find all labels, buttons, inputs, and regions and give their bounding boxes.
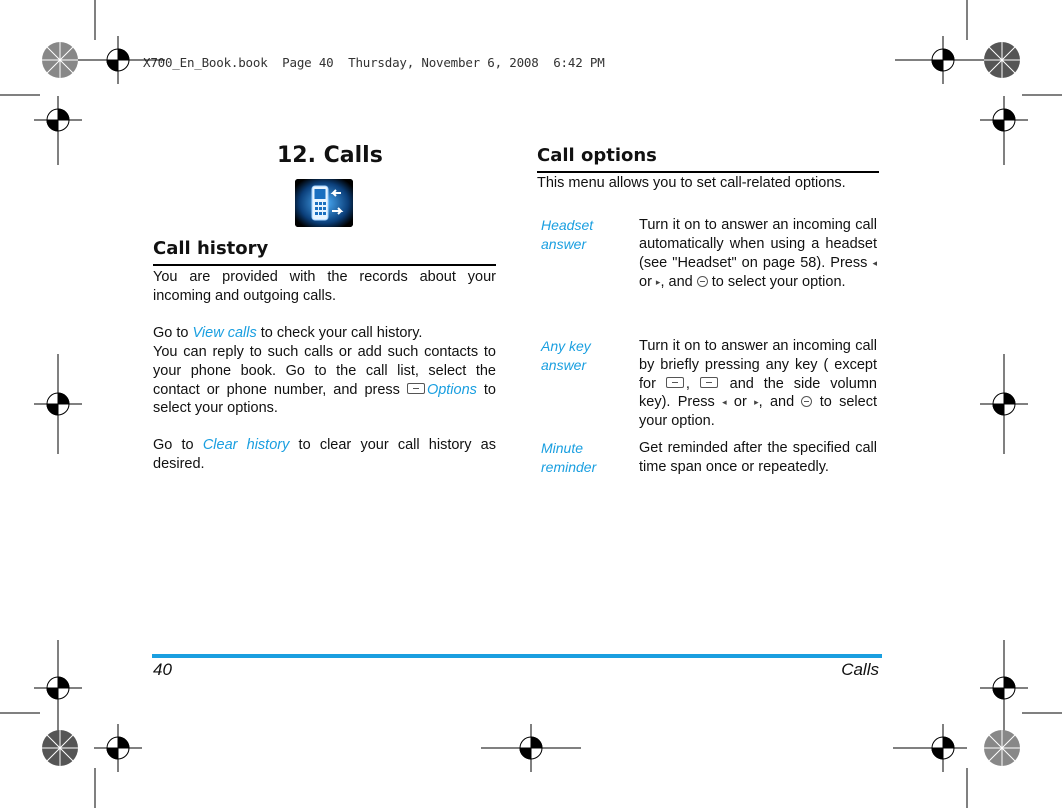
minute-reminder-term-line1: Minute	[541, 440, 584, 456]
view-calls-suffix: to check your call history.	[256, 325, 423, 341]
headset-answer-term-line1: Headset	[541, 217, 594, 233]
nav-right-icon: ▸	[655, 276, 661, 287]
clear-history-link[interactable]: Clear history	[202, 437, 290, 453]
headset-desc-and: , and	[660, 273, 697, 290]
minute-reminder-term-line2: reminder	[541, 458, 597, 475]
anykey-desc-end: to select your option.	[639, 394, 877, 430]
options-link[interactable]: Options	[426, 381, 477, 398]
call-options-heading: Call options	[537, 145, 657, 166]
call-history-intro: You are provided with the records about your incoming and outgoing calls.	[153, 269, 496, 304]
call-options-intro: This menu allows you to set call-related options.	[537, 175, 846, 191]
minute-reminder-description: Get reminded after the specified call time span once or repeatedly.	[639, 440, 877, 475]
nav-left-icon: ◂	[872, 257, 877, 268]
headset-answer-term-line2: answer	[541, 235, 587, 252]
clear-history-suffix: to clear your call history as desired.	[153, 437, 496, 472]
anykey-desc-text: Turn it on to answer an incoming call by briefly pressing any key ( except for	[639, 338, 877, 392]
anykey-desc-comma: ,	[685, 375, 700, 392]
headset-desc-or: or	[639, 273, 656, 290]
nav-left-icon: ◂	[722, 397, 727, 408]
headset-desc-text: Turn it on to answer an incoming call automatically when using a headset (see "Headset" on page 58). Press	[639, 217, 877, 271]
any-key-answer-term-line1: Any key	[541, 338, 591, 354]
anykey-desc-or: or	[726, 394, 755, 411]
anykey-desc-and: , and	[758, 394, 802, 411]
call-history-heading: Call history	[153, 238, 269, 259]
print-header-stamp: X700_En_Book.book Page 40 Thursday, November 6, 2008 6:42 PM	[143, 55, 605, 70]
footer-section-title: Calls	[841, 660, 879, 679]
view-calls-link[interactable]: View calls	[192, 325, 257, 341]
page-number: 40	[153, 660, 172, 679]
reply-text: You can reply to such calls or add such contacts to your phone book. Go to the call list, select the contact or phone number, and press	[153, 344, 496, 398]
reply-suffix: to select your options.	[153, 381, 497, 417]
anykey-desc-text-b: and the side volumn key). Press	[639, 375, 877, 411]
headset-desc-end: to select your option.	[707, 273, 846, 290]
any-key-answer-term-line2: answer	[541, 356, 587, 373]
chapter-title: 12. Calls	[277, 143, 383, 168]
nav-right-icon: ▸	[754, 397, 759, 408]
clear-history-prefix: Go to	[153, 437, 203, 453]
view-calls-prefix: Go to	[153, 325, 193, 341]
